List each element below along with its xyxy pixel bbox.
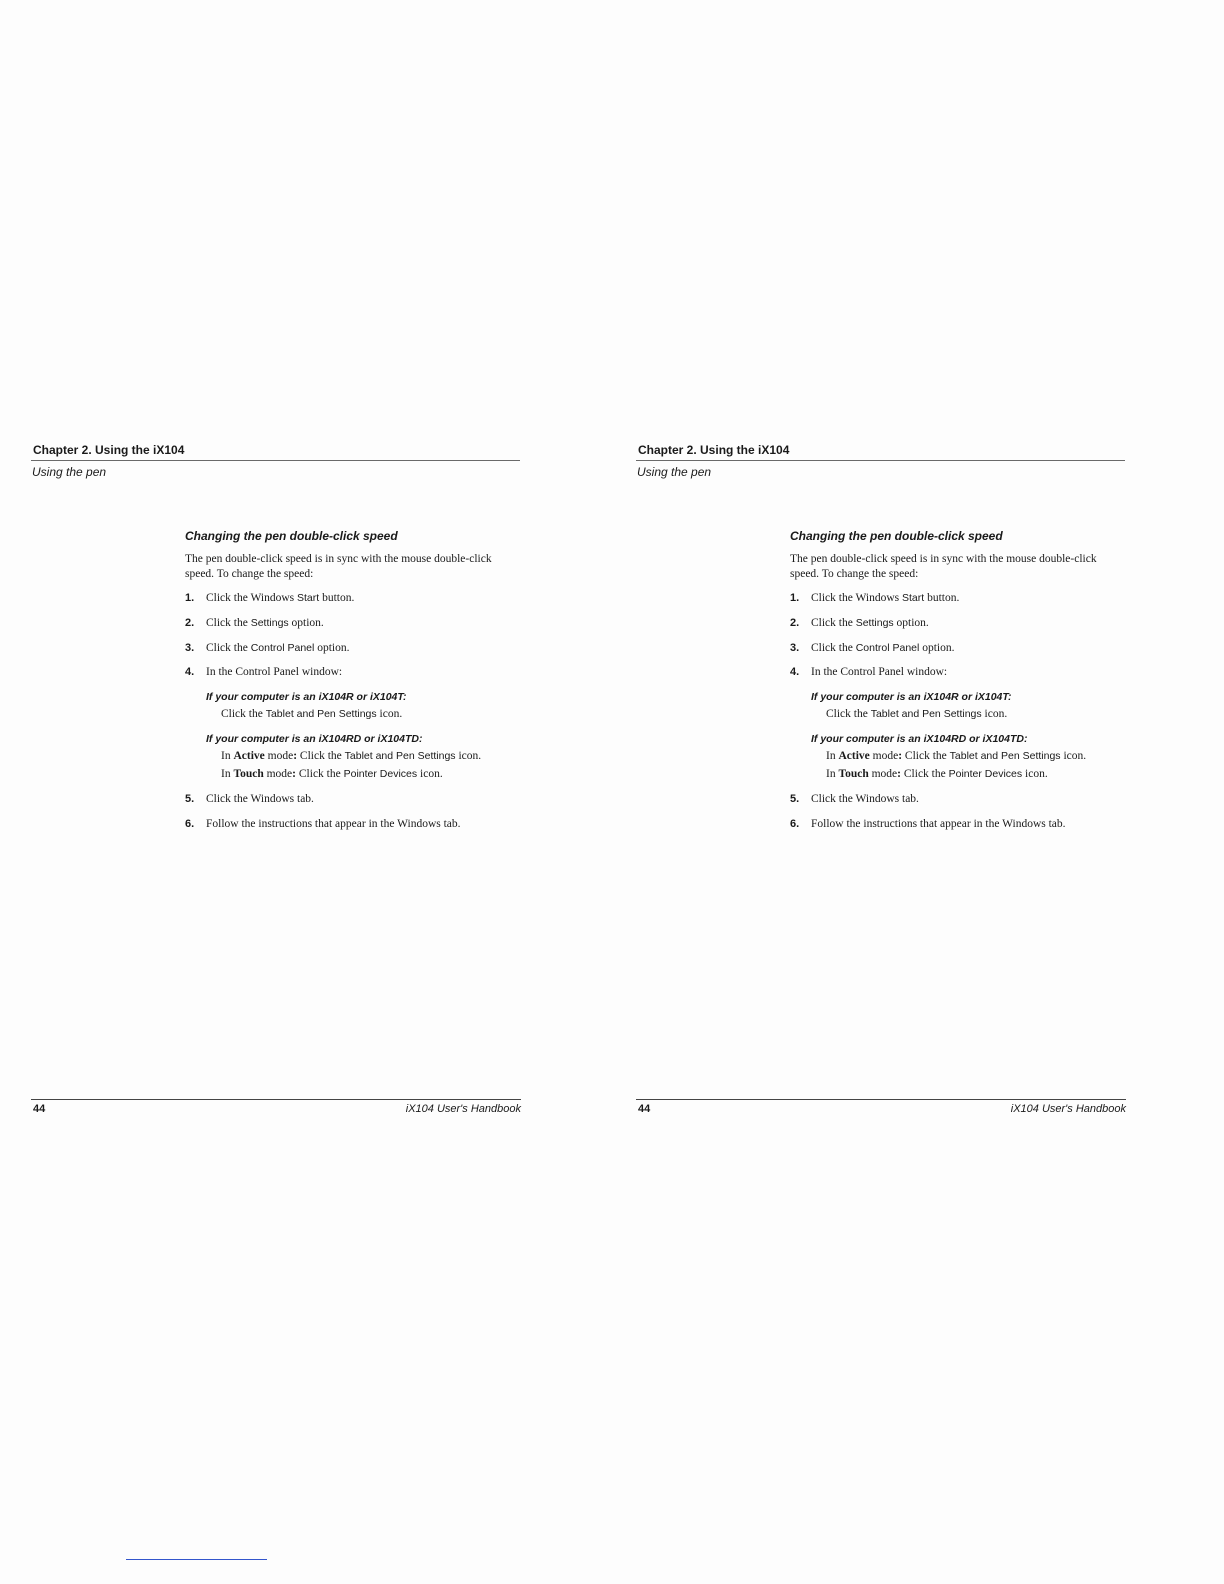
- instruction-text: Click the: [826, 708, 871, 721]
- ui-term: Start: [902, 592, 925, 604]
- step-3: [790, 641, 1120, 656]
- instruction-text: Click the: [221, 708, 266, 721]
- page-right: [605, 0, 1205, 1584]
- instruction-text: In: [221, 750, 234, 763]
- touch-mode-instruction: [826, 767, 1120, 782]
- ui-term: Control Panel: [855, 641, 920, 654]
- ui-term: Settings: [250, 616, 289, 629]
- condition-heading: If your computer is an iX104R or iX104T:: [811, 691, 1012, 704]
- step-6: [185, 817, 515, 832]
- step-text: In the Control Panel window:: [206, 666, 343, 679]
- step-number: 1.: [185, 592, 195, 604]
- instruction-text: In: [221, 768, 234, 781]
- page-number: 44: [33, 1103, 46, 1115]
- step-5: [185, 792, 515, 807]
- mode-name: Touch: [838, 768, 869, 781]
- instruction-text: icon.: [981, 708, 1008, 721]
- instruction-text: Click the: [902, 750, 950, 763]
- step-number: 6.: [790, 817, 800, 830]
- instruction-text: mode: [868, 768, 898, 781]
- step-6: [790, 817, 1120, 832]
- chapter-heading: Chapter 2. Using the iX104: [638, 443, 790, 457]
- step-number: 5.: [790, 793, 800, 806]
- ui-term: Start: [297, 592, 320, 604]
- ui-term: Control Panel: [250, 641, 315, 654]
- step-1: [790, 591, 1120, 606]
- step-text: Follow the instructions that appear in the Windows tab.: [206, 817, 461, 830]
- step-text: In the Control Panel window:: [811, 666, 948, 679]
- instruction-text: Click the: [297, 750, 345, 763]
- step-text: option.: [314, 641, 350, 654]
- instruction-text: icon.: [1022, 768, 1048, 781]
- instruction-text: mode: [263, 768, 293, 781]
- step-text: option.: [919, 641, 955, 654]
- step-4: [790, 665, 1120, 680]
- instruction-text: Click the: [901, 768, 949, 781]
- step-number: 2.: [185, 616, 195, 629]
- header-rule: [31, 460, 520, 461]
- step-text: Click the: [206, 641, 251, 654]
- step-text: option.: [893, 616, 929, 629]
- step-2: [790, 616, 1120, 631]
- instruction-text: mode: [264, 750, 294, 763]
- step-text: Click the: [811, 616, 856, 629]
- colon: :: [898, 750, 903, 763]
- step-number: 4.: [185, 666, 195, 679]
- link-underline[interactable]: [126, 1559, 267, 1560]
- mode-name: Active: [838, 750, 870, 763]
- instruction-text: icon.: [417, 768, 443, 781]
- mode-name: Touch: [233, 768, 264, 781]
- step-text: Click the Windows: [206, 592, 298, 604]
- page-content: [185, 529, 515, 842]
- instruction-text: icon.: [1060, 750, 1087, 763]
- book-title: iX104 User's Handbook: [405, 1103, 521, 1115]
- instruction-text: Click the: [296, 768, 344, 781]
- ui-term: Tablet and Pen Settings: [344, 750, 456, 763]
- condition-block-2: [811, 732, 1120, 782]
- step-1: [185, 591, 515, 606]
- condition-instruction: [221, 707, 515, 722]
- intro-paragraph: The pen double-click speed is in sync with the mouse double-click speed. To change the speed:: [790, 553, 1097, 580]
- condition-block-1: [811, 690, 1120, 722]
- colon: :: [897, 768, 902, 781]
- instruction-text: In: [826, 768, 839, 781]
- subsection-title: Changing the pen double-click speed: [790, 529, 1003, 543]
- step-5: [790, 792, 1120, 807]
- step-text: Click the Windows tab.: [811, 793, 919, 806]
- ui-term: Pointer Devices: [343, 768, 418, 781]
- condition-block-1: [206, 690, 515, 722]
- condition-heading: If your computer is an iX104RD or iX104TD:: [811, 733, 1028, 746]
- intro-paragraph: The pen double-click speed is in sync with the mouse double-click speed. To change the speed:: [185, 553, 492, 580]
- instruction-text: mode: [869, 750, 899, 763]
- step-number: 4.: [790, 666, 800, 679]
- step-text: Click the: [811, 641, 856, 654]
- step-number: 6.: [185, 817, 195, 830]
- page-left: [0, 0, 600, 1584]
- subsection-title: Changing the pen double-click speed: [185, 529, 398, 543]
- step-text: Follow the instructions that appear in the Windows tab.: [811, 817, 1066, 830]
- step-text: button.: [924, 592, 960, 604]
- section-heading: Using the pen: [637, 465, 712, 479]
- touch-mode-instruction: [221, 767, 515, 782]
- footer-rule: [636, 1099, 1126, 1100]
- condition-heading: If your computer is an iX104R or iX104T:: [206, 691, 407, 704]
- condition-instruction: [826, 707, 1120, 722]
- step-3: [185, 641, 515, 656]
- step-text: Click the Windows: [811, 592, 903, 604]
- step-text: option.: [288, 616, 324, 629]
- step-number: 1.: [790, 592, 800, 604]
- page-number: 44: [638, 1103, 651, 1115]
- step-number: 2.: [790, 616, 800, 629]
- colon: :: [292, 768, 297, 781]
- colon: :: [293, 750, 298, 763]
- condition-heading: If your computer is an iX104RD or iX104TD:: [206, 733, 423, 746]
- step-number: 5.: [185, 793, 195, 806]
- instruction-text: icon.: [376, 708, 403, 721]
- condition-block-2: [206, 732, 515, 782]
- active-mode-instruction: [826, 749, 1120, 764]
- ui-term: Tablet and Pen Settings: [265, 708, 377, 721]
- step-2: [185, 616, 515, 631]
- ui-term: Tablet and Pen Settings: [870, 708, 982, 721]
- ui-term: Settings: [855, 616, 894, 629]
- step-4: [185, 665, 515, 680]
- book-title: iX104 User's Handbook: [1010, 1103, 1126, 1115]
- ui-term: Pointer Devices: [948, 768, 1023, 781]
- step-text: Click the Windows tab.: [206, 793, 314, 806]
- step-number: 3.: [185, 641, 195, 654]
- step-text: Click the: [206, 616, 251, 629]
- step-number: 3.: [790, 641, 800, 654]
- footer-rule: [31, 1099, 521, 1100]
- chapter-heading: Chapter 2. Using the iX104: [33, 443, 185, 457]
- instruction-text: In: [826, 750, 839, 763]
- mode-name: Active: [233, 750, 265, 763]
- active-mode-instruction: [221, 749, 515, 764]
- instruction-text: icon.: [455, 750, 482, 763]
- section-heading: Using the pen: [32, 465, 107, 479]
- header-rule: [636, 460, 1125, 461]
- ui-term: Tablet and Pen Settings: [949, 750, 1061, 763]
- page-content: [790, 529, 1120, 842]
- step-text: button.: [319, 592, 355, 604]
